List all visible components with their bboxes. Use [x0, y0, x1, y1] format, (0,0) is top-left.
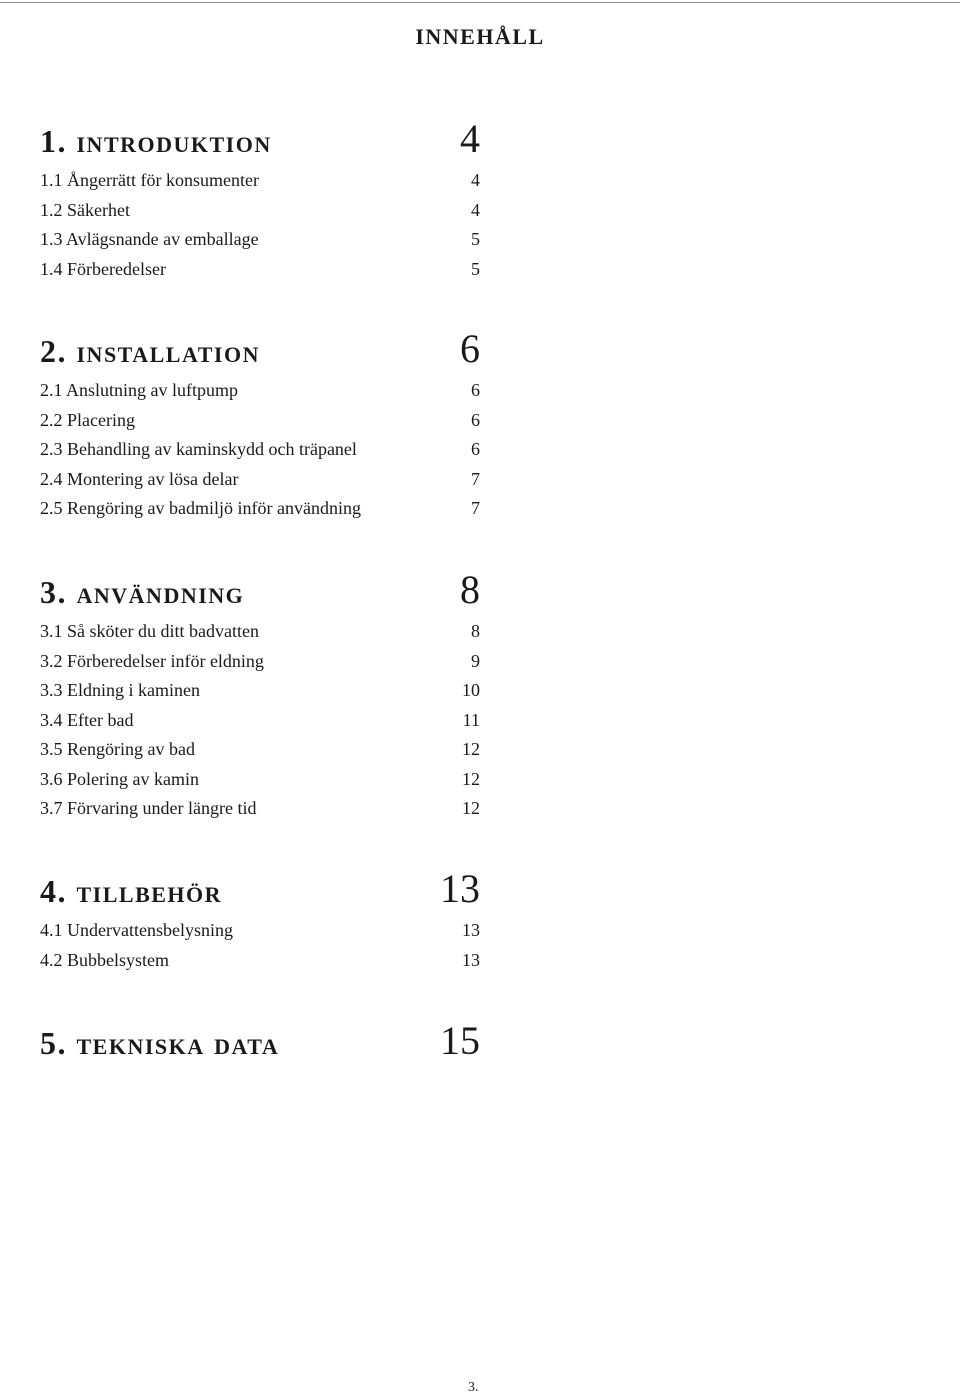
toc-entry[interactable]	[40, 435, 480, 465]
toc-entry-label: 3.3 Eldning i kaminen	[40, 680, 200, 700]
toc-entry[interactable]	[40, 166, 480, 196]
toc-entry-label: 1.2 Säkerhet	[40, 199, 130, 220]
toc-entry-page: 4	[471, 170, 480, 190]
toc-entry-page: 10	[462, 680, 480, 700]
chapter-page-number: 13	[440, 866, 480, 911]
toc-entry-label: 3.4 Efter bad	[40, 709, 134, 730]
toc-entry[interactable]	[40, 255, 480, 285]
toc-entry-page: 5	[471, 258, 480, 279]
toc-entry-list	[40, 376, 480, 524]
toc-entry-page: 12	[462, 739, 480, 759]
toc-entry[interactable]	[40, 946, 480, 976]
toc-entry[interactable]	[40, 494, 480, 524]
toc-entry-page: 11	[462, 709, 480, 730]
toc-entry[interactable]	[40, 647, 480, 677]
chapter-heading[interactable]	[40, 112, 480, 166]
page-title: innehåll	[415, 16, 545, 51]
toc-entry[interactable]	[40, 196, 480, 226]
toc-entry-label: 4.1 Undervattensbelysning	[40, 920, 233, 940]
toc-section-3	[40, 563, 480, 824]
toc-entry-label: 1.3 Avlägsnande av emballage	[40, 229, 259, 249]
toc-entry-page: 5	[471, 229, 480, 249]
toc-entry-page: 8	[471, 621, 480, 641]
toc-section-4	[40, 862, 480, 975]
toc-entry[interactable]	[40, 765, 480, 795]
toc-section-2	[40, 322, 480, 524]
chapter-heading[interactable]	[40, 322, 480, 376]
chapter-heading[interactable]	[40, 862, 480, 916]
top-rule	[0, 2, 960, 3]
toc-entry[interactable]	[40, 376, 480, 406]
chapter-heading[interactable]	[40, 563, 480, 617]
chapter-title: 5. tekniska data	[40, 1025, 280, 1061]
toc-entry-label: 3.7 Förvaring under längre tid	[40, 798, 257, 818]
toc-entry[interactable]	[40, 406, 480, 436]
toc-section-5	[40, 1014, 480, 1068]
toc-entry-page: 13	[462, 920, 480, 940]
toc-entry-page: 4	[471, 199, 480, 220]
toc-entry-label: 3.5 Rengöring av bad	[40, 739, 195, 759]
toc-entry-label: 4.2 Bubbelsystem	[40, 949, 169, 970]
toc-entry-list	[40, 916, 480, 975]
toc-entry-page: 12	[462, 768, 480, 789]
toc-entry-label: 2.2 Placering	[40, 409, 135, 430]
toc-entry-page: 7	[471, 498, 480, 518]
chapter-title: 3. användning	[40, 574, 245, 610]
toc-entry[interactable]	[40, 225, 480, 255]
toc-entry-label: 2.3 Behandling av kaminskydd och träpanel	[40, 439, 357, 459]
toc-entry-label: 3.2 Förberedelser inför eldning	[40, 650, 264, 671]
toc-entry-page: 12	[462, 798, 480, 818]
toc-entry-list	[40, 166, 480, 284]
toc-entry-label: 2.5 Rengöring av badmiljö inför användning	[40, 498, 361, 518]
toc-entry-label: 3.6 Polering av kamin	[40, 768, 199, 789]
chapter-title: 1. introduktion	[40, 123, 272, 159]
toc-entry[interactable]	[40, 794, 480, 824]
toc-entry-list	[40, 617, 480, 824]
toc-entry-label: 1.4 Förberedelser	[40, 258, 166, 279]
toc-section-1	[40, 112, 480, 284]
toc-entry-page: 6	[471, 409, 480, 430]
chapter-page-number: 15	[440, 1018, 480, 1063]
toc-entry-label: 3.1 Så sköter du ditt badvatten	[40, 621, 259, 641]
chapter-heading[interactable]	[40, 1014, 480, 1068]
chapter-page-number: 4	[460, 116, 480, 161]
toc-entry[interactable]	[40, 706, 480, 736]
toc-entry-page: 6	[471, 380, 480, 400]
toc-entry-page: 13	[462, 949, 480, 970]
toc-entry[interactable]	[40, 676, 480, 706]
toc-entry[interactable]	[40, 617, 480, 647]
chapter-page-number: 6	[460, 326, 480, 371]
toc-entry[interactable]	[40, 916, 480, 946]
toc-entry[interactable]	[40, 465, 480, 495]
toc-entry-page: 9	[471, 650, 480, 671]
toc-entry-page: 7	[471, 468, 480, 489]
chapter-title: 4. tillbehör	[40, 873, 223, 909]
toc-entry-label: 1.1 Ångerrätt för konsumenter	[40, 170, 259, 190]
toc-entry-label: 2.4 Montering av lösa delar	[40, 468, 239, 489]
chapter-title: 2. installation	[40, 333, 260, 369]
toc-entry-page: 6	[471, 439, 480, 459]
page-number: 3.	[468, 1380, 479, 1395]
toc-entry-label: 2.1 Anslutning av luftpump	[40, 380, 238, 400]
toc-entry[interactable]	[40, 735, 480, 765]
chapter-page-number: 8	[460, 567, 480, 612]
